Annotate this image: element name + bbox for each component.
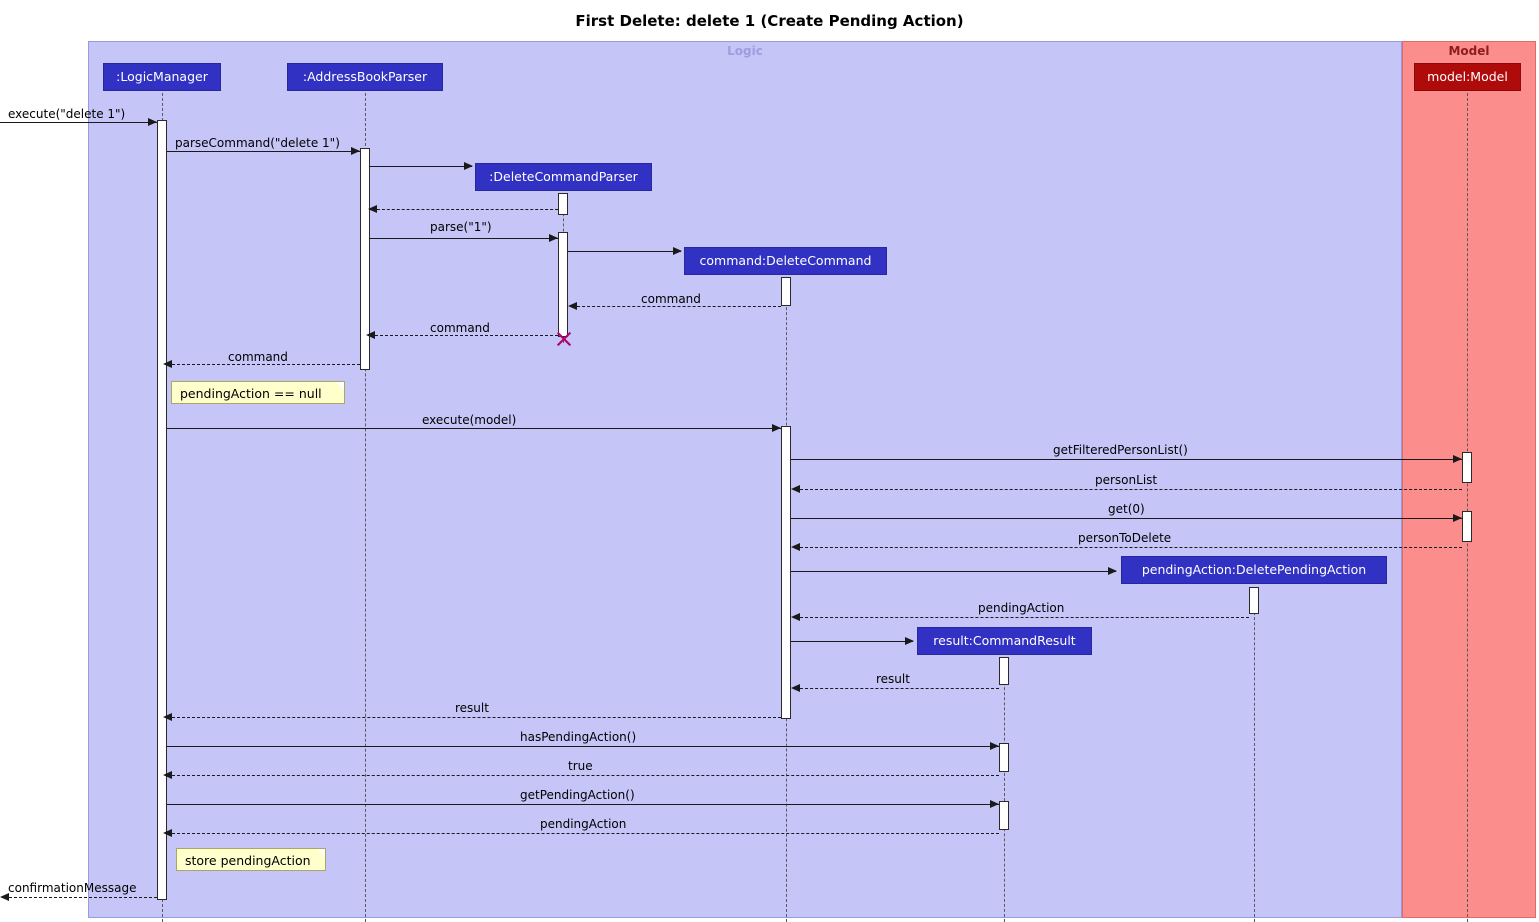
msg-arrow-execute-delete [148,118,157,126]
participant-delete-command-parser-label: :DeleteCommandParser [489,169,638,184]
msg-arrow-execute-model [772,424,781,432]
msg-arrow-get-pending-action [990,800,999,808]
msg-line-pending-action-return [795,617,1249,618]
msg-line-get-pending-action [167,804,999,805]
msg-label-pending-action-return: pendingAction [978,601,1065,615]
msg-arrow-parse-command [351,147,360,155]
msg-line-person-to-delete [795,547,1462,548]
msg-line-confirmation-message [4,897,157,898]
msg-label-parse-command: parseCommand("delete 1") [175,136,340,150]
msg-line-parse [370,238,558,239]
msg-arrow-has-pending-action [990,742,999,750]
activation-delete-command-parser-2 [558,232,568,337]
msg-line-pending-action-2 [167,833,999,834]
msg-label-get-zero: get(0) [1108,502,1145,516]
activation-delete-command-parser-1 [558,193,568,215]
msg-arrow-create-delete-command [673,247,682,255]
activation-logic-manager [157,120,167,900]
lifeline-delete-pending-action [1254,587,1255,922]
msg-line-create-delete-command-parser [370,166,472,167]
msg-line-create-delete-command [568,251,681,252]
group-model-label: Model [1448,44,1490,58]
activation-delete-pending-action [1249,587,1259,614]
msg-line-create-pending-action [791,571,1116,572]
msg-arrow-command-3 [163,360,172,368]
participant-delete-command-parser[interactable] [475,163,652,191]
msg-line-command-2 [370,335,558,336]
msg-arrow-pending-action-2 [163,829,172,837]
group-logic [88,41,1402,918]
note-pending-action-null-label: pendingAction == null [180,386,322,401]
msg-label-result-2: result [455,701,489,715]
msg-label-parse: parse("1") [430,220,492,234]
msg-arrow-get-filtered-person-list [1453,455,1462,463]
msg-arrow-command-1 [568,302,577,310]
msg-label-true: true [568,759,593,773]
activation-command-result [999,657,1009,685]
msg-line-execute-model [167,428,781,429]
msg-label-get-filtered-person-list: getFilteredPersonList() [1053,443,1188,457]
msg-arrow-parse [549,234,558,242]
msg-label-person-to-delete: personToDelete [1078,531,1172,545]
participant-address-book-parser[interactable] [287,63,443,91]
participant-model-label: model:Model [1427,69,1508,84]
msg-line-person-list [795,489,1462,490]
msg-label-command-2: command [430,321,490,335]
msg-line-return-parser [372,209,558,210]
lifeline-model [1467,93,1468,922]
msg-line-parse-command [167,151,360,152]
msg-label-execute-delete: execute("delete 1") [8,107,126,121]
activation-delete-command-create [781,277,791,306]
msg-label-person-list: personList [1095,473,1158,487]
msg-arrow-true [163,771,172,779]
msg-line-result-1 [795,688,999,689]
activation-model-get [1462,511,1472,542]
participant-logic-manager-label: :LogicManager [116,69,208,84]
msg-label-pending-action-2: pendingAction [540,817,627,831]
msg-line-has-pending-action [167,746,999,747]
participant-delete-pending-action[interactable] [1121,556,1387,584]
activation-delete-command-execute [781,426,791,719]
destroy-marker-delete-command-parser [554,330,572,348]
msg-line-command-3 [167,364,360,365]
msg-label-result-1: result [876,672,910,686]
msg-arrow-person-list [791,485,800,493]
msg-label-command-3: command [228,350,288,364]
note-pending-action-null [171,381,345,404]
msg-line-create-command-result [791,641,913,642]
activation-model-get-filtered [1462,452,1472,483]
activation-delete-command-has-pending [999,743,1009,772]
participant-logic-manager[interactable] [103,63,221,91]
msg-arrow-command-2 [366,331,375,339]
msg-line-get-filtered-person-list [791,459,1462,460]
msg-label-command-1: command [641,292,701,306]
note-store-pending-action [176,848,326,871]
participant-command-result-label: result:CommandResult [933,633,1076,648]
msg-arrow-return-parser [368,205,377,213]
participant-delete-command-label: command:DeleteCommand [699,253,872,268]
lifeline-command-result [1004,657,1005,922]
msg-arrow-result-2 [163,713,172,721]
group-logic-label: Logic [727,44,763,58]
msg-arrow-get-zero [1453,514,1462,522]
msg-arrow-pending-action-return [791,613,800,621]
participant-model[interactable] [1414,63,1521,91]
msg-label-get-pending-action: getPendingAction() [520,788,635,802]
participant-delete-command[interactable] [684,247,887,275]
msg-line-command-1 [572,306,781,307]
msg-line-execute-delete [0,122,157,123]
activation-delete-command-get-pending [999,801,1009,830]
msg-arrow-create-command-result [905,637,914,645]
msg-arrow-create-pending-action [1108,567,1117,575]
participant-command-result[interactable] [917,627,1092,655]
msg-line-result-2 [167,717,781,718]
msg-label-execute-model: execute(model) [422,413,517,427]
participant-delete-pending-action-label: pendingAction:DeletePendingAction [1141,562,1367,577]
diagram-title: First Delete: delete 1 (Create Pending Action) [575,12,964,30]
msg-label-has-pending-action: hasPendingAction() [520,730,637,744]
participant-address-book-parser-label: :AddressBookParser [302,69,428,84]
msg-line-true [167,775,999,776]
msg-arrow-create-delete-command-parser [464,162,473,170]
msg-line-get-zero [791,518,1462,519]
note-store-pending-action-label: store pendingAction [185,853,311,868]
msg-arrow-person-to-delete [791,543,800,551]
msg-arrow-result-1 [791,684,800,692]
msg-label-confirmation-message: confirmationMessage [8,881,137,895]
